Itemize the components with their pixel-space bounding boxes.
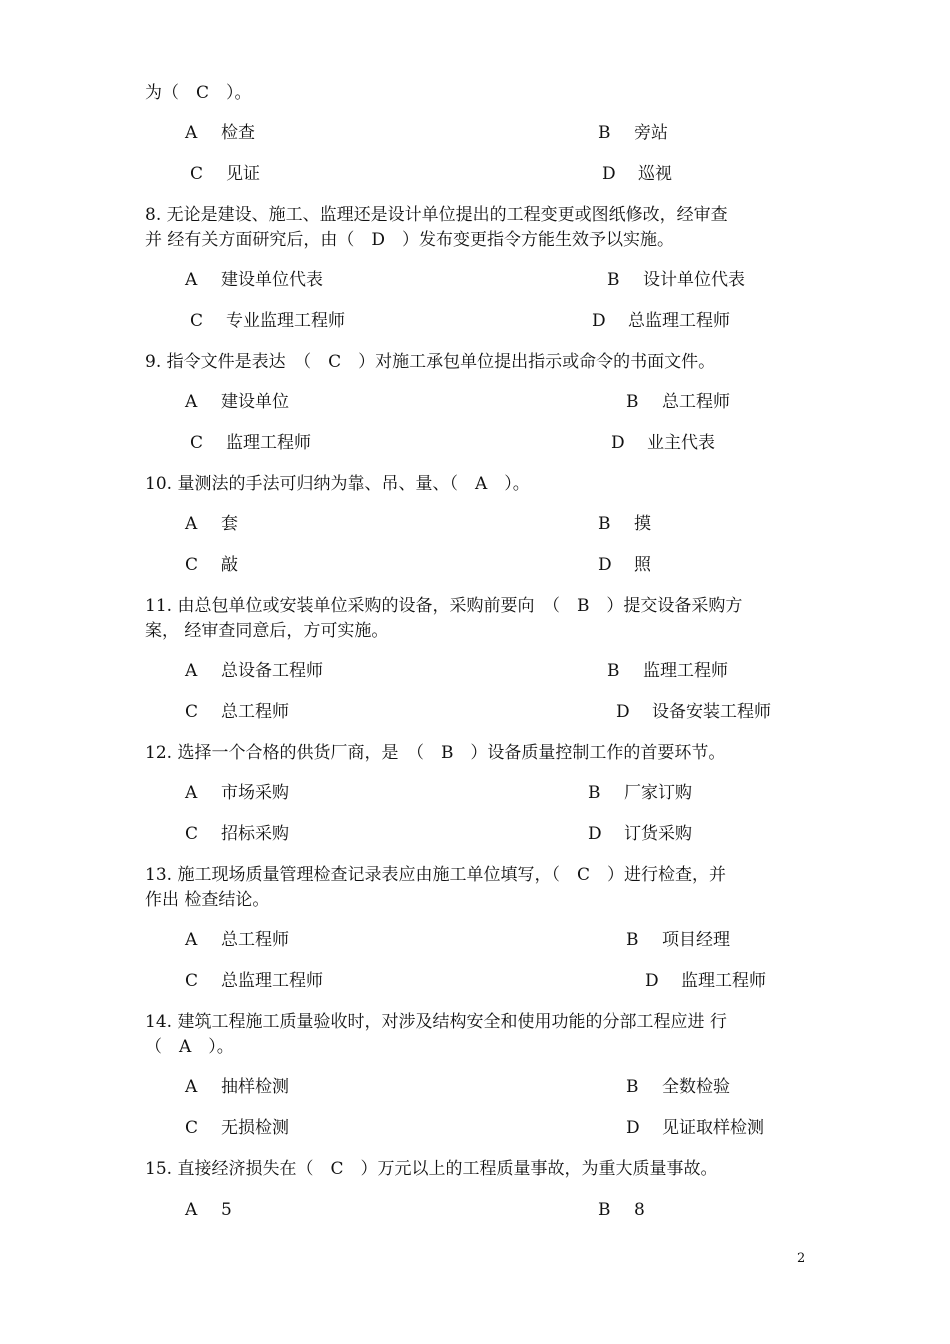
option-letter: D [611,433,625,453]
q10-stem-line1: 10. 量测法的手法可归纳为靠、吊、量、（ A ）。 [145,474,530,494]
q15-option-a [185,1199,232,1221]
option-text: 总监理工程师 [221,971,323,991]
q14-option-b [626,1076,730,1098]
q7-option-a [185,122,255,144]
option-letter: A [185,783,198,803]
option-text: 订货采购 [624,824,692,844]
q10-option-b [598,513,651,535]
option-letter: D [602,164,616,184]
q7-option-b [598,122,668,144]
q9-option-a [185,391,289,413]
q14-option-c [185,1117,289,1139]
q11-stem-line2: 案， 经审查同意后，方可实施。 [145,621,389,641]
q10-option-c [185,554,238,576]
option-letter: D [598,555,612,575]
option-text: 摸 [634,514,651,534]
q10-option-d [598,554,651,576]
q9-stem-line1: 9. 指令文件是表达 （ C ）对施工承包单位提出指示或命令的书面文件。 [145,352,716,372]
option-letter: C [190,164,204,184]
option-text: 无损检测 [221,1118,289,1138]
option-letter: C [185,824,199,844]
option-text: 套 [221,514,238,534]
option-text: 监理工程师 [681,971,766,991]
option-letter: C [185,971,199,991]
option-text: 招标采购 [221,824,289,844]
q12-option-d [588,823,692,845]
q14-stem-line2: （ A ）。 [145,1037,234,1057]
option-text: 监理工程师 [226,433,311,453]
q9-option-b [626,391,730,413]
q13-option-b [626,929,730,951]
option-letter: B [598,1200,611,1220]
option-text: 照 [634,555,651,575]
q13-stem-line1: 13. 施工现场质量管理检查记录表应由施工单位填写，（ C ）进行检查，并 [145,865,726,885]
option-text: 市场采购 [221,783,289,803]
option-letter: A [185,1200,198,1220]
option-letter: A [185,930,198,950]
page-number: 2 [797,1251,806,1266]
option-letter: B [607,661,620,681]
option-text: 监理工程师 [643,661,728,681]
option-letter: B [607,270,620,290]
option-text: 抽样检测 [221,1077,289,1097]
q11-option-c [185,701,289,723]
option-letter: D [592,311,606,331]
option-letter: D [626,1118,640,1138]
option-letter: A [185,123,198,143]
option-letter: C [185,555,199,575]
q13-option-c [185,970,323,992]
option-letter: B [626,392,639,412]
option-letter: C [190,311,204,331]
option-text: 总工程师 [662,392,730,412]
q13-option-a [185,929,289,951]
option-text: 总设备工程师 [221,661,323,681]
q7-stem-continuation: 为（ C ）。 [145,83,252,103]
option-letter: B [626,1077,639,1097]
option-letter: A [185,661,198,681]
option-text: 总工程师 [221,930,289,950]
option-letter: A [185,270,198,290]
option-letter: D [588,824,602,844]
q14-stem-line1: 14. 建筑工程施工质量验收时，对涉及结构安全和使用功能的分部工程应进 行 [145,1012,727,1032]
q13-option-d [645,970,766,992]
option-text: 建设单位 [221,392,289,412]
q12-option-c [185,823,289,845]
option-letter: D [616,702,630,722]
option-letter: A [185,1077,198,1097]
option-text: 总监理工程师 [628,311,730,331]
q11-stem-line1: 11. 由总包单位或安装单位采购的设备，采购前要向 （ B ）提交设备采购方 [145,596,743,616]
option-text: 业主代表 [647,433,715,453]
option-letter: A [185,514,198,534]
option-letter: C [185,702,199,722]
q13-stem-line2: 作出 检查结论。 [145,890,270,910]
option-text: 5 [221,1200,232,1220]
q12-stem-line1: 12. 选择一个合格的供货厂商，是 （ B ）设备质量控制工作的首要环节。 [145,743,726,763]
option-letter: B [598,123,611,143]
option-text: 建设单位代表 [221,270,323,290]
q14-option-d [626,1117,764,1139]
q8-option-d [592,310,730,332]
q11-option-b [607,660,728,682]
option-text: 巡视 [638,164,672,184]
option-text: 项目经理 [662,930,730,950]
option-text: 设备安装工程师 [652,702,771,722]
option-text: 设计单位代表 [643,270,745,290]
option-text: 旁站 [634,123,668,143]
q8-stem-line1: 8. 无论是建设、施工、监理还是设计单位提出的工程变更或图纸修改，经审查 [145,205,728,225]
q8-option-c [190,310,345,332]
option-letter: C [185,1118,199,1138]
option-letter: A [185,392,198,412]
option-text: 见证取样检测 [662,1118,764,1138]
q8-option-b [607,269,745,291]
q7-option-d [602,163,672,185]
option-letter: B [588,783,601,803]
option-text: 见证 [226,164,260,184]
q8-stem-line2: 并 经有关方面研究后，由（ D ）发布变更指令方能生效予以实施。 [145,230,675,250]
option-letter: C [190,433,204,453]
q9-option-d [611,432,715,454]
option-text: 专业监理工程师 [226,311,345,331]
option-letter: B [626,930,639,950]
q15-stem-line1: 15. 直接经济损失在（ C ）万元以上的工程质量事故，为重大质量事故。 [145,1159,718,1179]
q8-option-a [185,269,323,291]
q9-option-c [190,432,311,454]
q15-option-b [598,1199,645,1221]
q7-option-c [190,163,260,185]
option-letter: B [598,514,611,534]
option-text: 总工程师 [221,702,289,722]
q10-option-a [185,513,238,535]
q11-option-a [185,660,323,682]
option-text: 厂家订购 [624,783,692,803]
q14-option-a [185,1076,289,1098]
q12-option-b [588,782,692,804]
option-text: 敲 [221,555,238,575]
option-text: 8 [634,1200,645,1220]
q11-option-d [616,701,771,723]
option-text: 检查 [221,123,255,143]
option-text: 全数检验 [662,1077,730,1097]
q12-option-a [185,782,289,804]
option-letter: D [645,971,659,991]
